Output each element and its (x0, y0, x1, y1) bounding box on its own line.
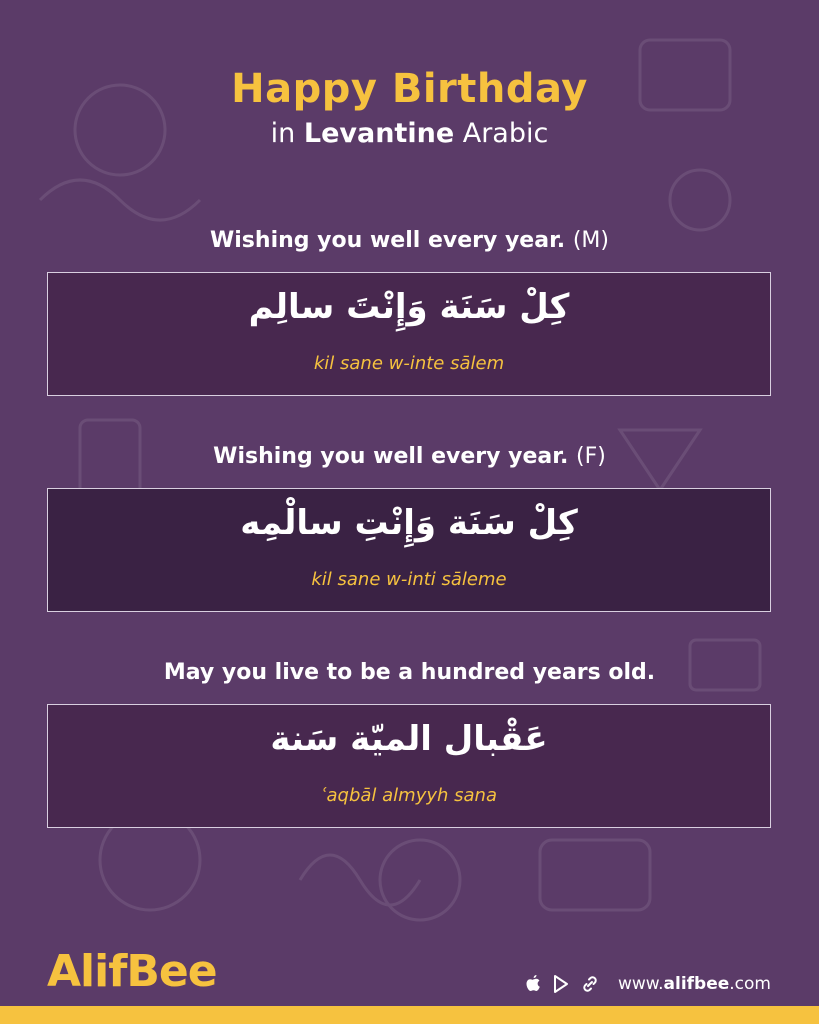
transliteration-text: kil sane w-inte sālem (313, 353, 505, 374)
transliteration-text: ʿaqbāl almyyh sana (320, 785, 497, 806)
page-title: Happy Birthday (231, 66, 588, 112)
arabic-text: عَقْبال الميّة سَنة (270, 719, 548, 759)
alifbee-logo[interactable]: AlifBee (47, 946, 217, 997)
phrase-label-2 (0, 444, 819, 469)
play-store-icon[interactable] (552, 974, 570, 994)
phrase-card-2 (47, 488, 771, 612)
arabic-text: كِلْ سَنَة وَإِنْتِ سالْمِه (240, 503, 578, 543)
phrase-gender-tag: (M) (572, 228, 609, 253)
url-prefix: www. (617, 974, 664, 994)
bottom-accent-bar (0, 1006, 819, 1024)
subtitle-prefix: in (270, 118, 296, 149)
url-domain: alifbee (663, 974, 730, 994)
phrase-label-3 (0, 660, 819, 685)
website-link[interactable] (618, 974, 771, 994)
phrase-label-text: May you live to be a hundred years old. (163, 660, 656, 685)
url-suffix: .com (729, 974, 771, 994)
arabic-text: كِلْ سَنَة وَإِنْتَ سالِم (248, 287, 570, 327)
phrase-label-1 (0, 228, 819, 253)
transliteration-text: kil sane w-inti sāleme (311, 569, 507, 590)
subtitle-dialect: Levantine (303, 118, 455, 149)
phrase-label-text: Wishing you well every year. (213, 444, 569, 469)
phrase-card-1 (47, 272, 771, 396)
phrase-gender-tag: (F) (576, 444, 606, 469)
subtitle-suffix: Arabic (462, 118, 549, 149)
link-icon[interactable] (580, 974, 600, 994)
footer-links (524, 970, 771, 998)
apple-icon[interactable] (524, 974, 542, 994)
phrase-label-text: Wishing you well every year. (210, 228, 566, 253)
phrase-card-3 (47, 704, 771, 828)
page-subtitle (0, 118, 819, 149)
